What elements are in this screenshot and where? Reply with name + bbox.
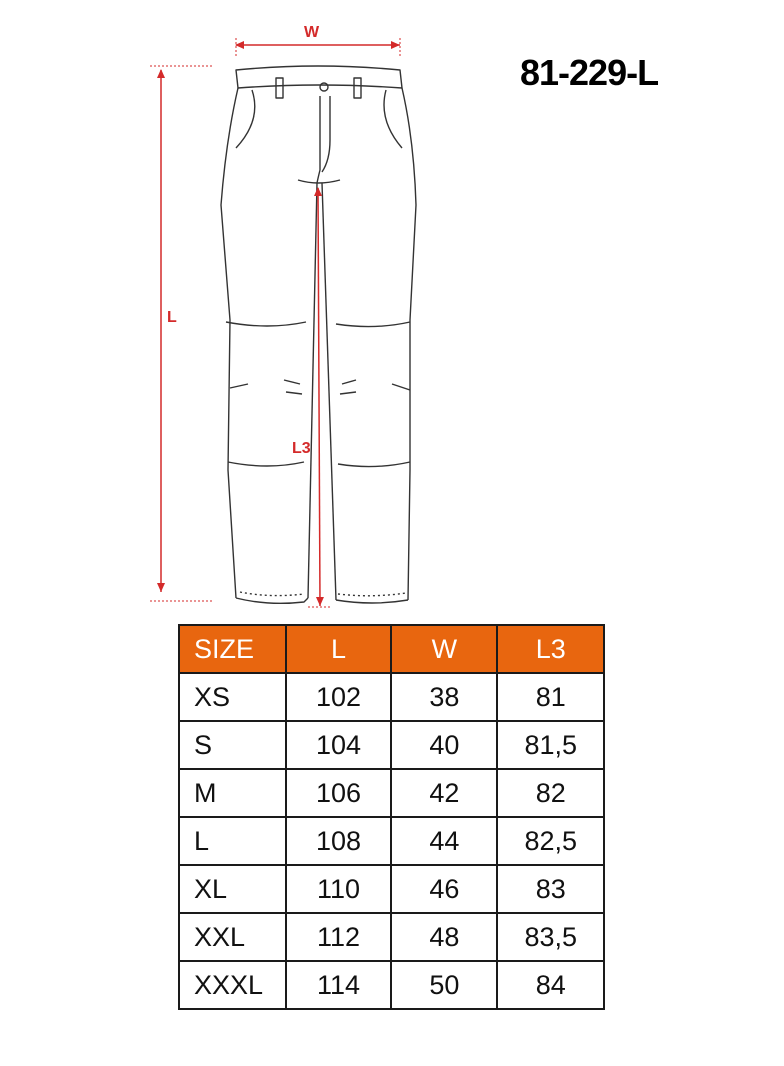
inseam-cell: 83,5 <box>497 913 604 961</box>
width-cell: 48 <box>391 913 497 961</box>
width-dimension <box>236 24 400 56</box>
inseam-cell: 81,5 <box>497 721 604 769</box>
header-width: W <box>391 625 497 673</box>
table-row <box>179 865 604 913</box>
length-cell: 104 <box>286 721 391 769</box>
table-row <box>179 817 604 865</box>
inseam-cell: 82,5 <box>497 817 604 865</box>
product-code: 81-229-L <box>520 52 659 93</box>
table-row <box>179 913 604 961</box>
inseam-cell: 82 <box>497 769 604 817</box>
width-cell: 40 <box>391 721 497 769</box>
size-cell: XS <box>179 673 286 721</box>
header-inseam: L3 <box>497 625 604 673</box>
size-cell: S <box>179 721 286 769</box>
header-size: SIZE <box>179 625 286 673</box>
table-row <box>179 673 604 721</box>
size-cell: L <box>179 817 286 865</box>
width-cell: 50 <box>391 961 497 1009</box>
length-cell: 112 <box>286 913 391 961</box>
inseam-cell: 84 <box>497 961 604 1009</box>
width-cell: 46 <box>391 865 497 913</box>
width-cell: 42 <box>391 769 497 817</box>
width-cell: 44 <box>391 817 497 865</box>
length-cell: 110 <box>286 865 391 913</box>
table-row <box>179 721 604 769</box>
inseam-cell: 81 <box>497 673 604 721</box>
size-cell: M <box>179 769 286 817</box>
table-row <box>179 769 604 817</box>
inseam-cell: 83 <box>497 865 604 913</box>
width-label: W <box>304 24 320 41</box>
length-cell: 102 <box>286 673 391 721</box>
length-cell: 114 <box>286 961 391 1009</box>
size-chart-table <box>178 624 605 1010</box>
table-header-row <box>179 625 604 673</box>
header-length: L <box>286 625 391 673</box>
length-cell: 106 <box>286 769 391 817</box>
size-cell: XL <box>179 865 286 913</box>
size-cell: XXXL <box>179 961 286 1009</box>
length-dimension <box>150 66 214 601</box>
length-cell: 108 <box>286 817 391 865</box>
size-cell: XXL <box>179 913 286 961</box>
length-label: L <box>167 309 177 326</box>
width-cell: 38 <box>391 673 497 721</box>
inseam-label: L3 <box>292 440 311 457</box>
table-row <box>179 961 604 1009</box>
